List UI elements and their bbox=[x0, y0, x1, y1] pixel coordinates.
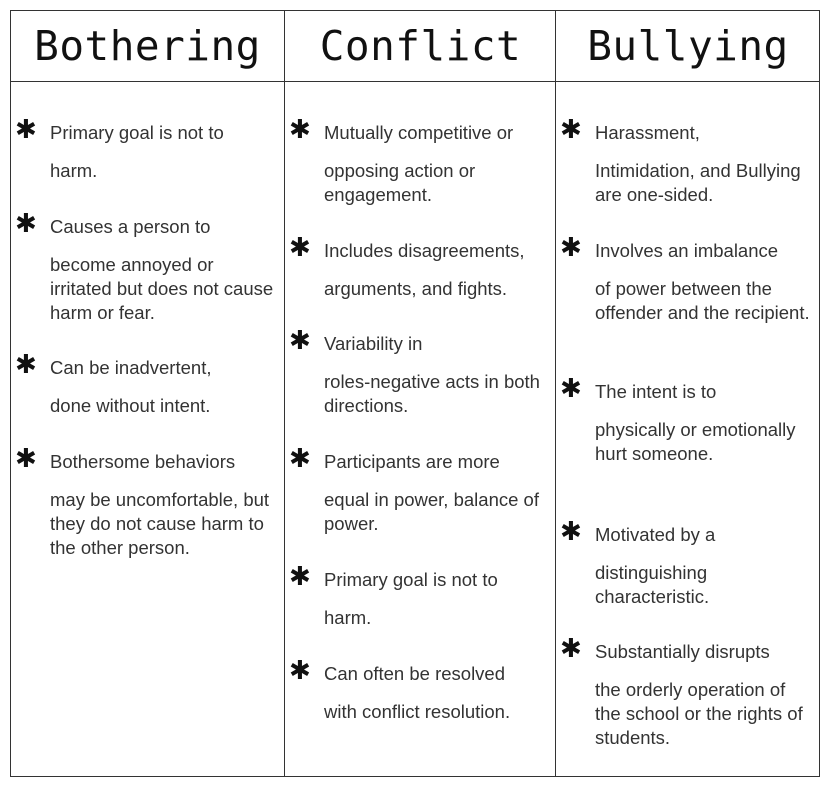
column-bothering bbox=[11, 11, 284, 776]
item-rest-text: equal in power, balance of power. bbox=[324, 489, 539, 534]
asterisk-icon: ✱ bbox=[560, 634, 582, 664]
item-rest-text: arguments, and fights. bbox=[324, 278, 508, 299]
item-rest-text: roles-negative acts in both directions. bbox=[324, 371, 540, 416]
asterisk-icon: ✱ bbox=[289, 562, 311, 592]
asterisk-icon: ✱ bbox=[560, 233, 582, 263]
asterisk-icon: ✱ bbox=[289, 326, 311, 356]
item-rest-text: physically or emotionally hurt someone. bbox=[595, 419, 796, 464]
asterisk-icon: ✱ bbox=[560, 115, 582, 145]
item-first-line: Participants are more bbox=[324, 451, 500, 472]
item-rest-text: harm. bbox=[324, 607, 372, 628]
comparison-table bbox=[10, 10, 820, 777]
column-title-conflict: Conflict bbox=[319, 22, 522, 70]
item-first-line: The intent is to bbox=[595, 381, 717, 402]
column-body-conflict bbox=[285, 83, 556, 776]
asterisk-icon: ✱ bbox=[15, 209, 37, 239]
item-rest-text: become annoyed or irritated but does not cause harm or fear. bbox=[50, 254, 274, 323]
item-rest-text: harm. bbox=[50, 160, 98, 181]
item-rest-text: of power between the offender and the recipient. bbox=[595, 278, 810, 323]
item-rest-text: Intimidation, and Bullying are one-sided. bbox=[595, 160, 801, 205]
item-first-line: Can be inadvertent, bbox=[50, 357, 212, 378]
column-title-bullying: Bullying bbox=[587, 22, 789, 70]
column-title-bothering: Bothering bbox=[34, 22, 261, 70]
item-rest-text: done without intent. bbox=[50, 395, 211, 416]
asterisk-icon: ✱ bbox=[15, 350, 37, 380]
item-first-line: Can often be resolved bbox=[324, 663, 506, 684]
asterisk-icon: ✱ bbox=[289, 444, 311, 474]
asterisk-icon: ✱ bbox=[560, 517, 582, 547]
column-body-bullying bbox=[556, 83, 820, 776]
asterisk-icon: ✱ bbox=[560, 374, 582, 404]
item-rest-text: distinguishing characteristic. bbox=[595, 562, 710, 607]
item-first-line: Bothersome behaviors bbox=[50, 451, 236, 472]
asterisk-icon: ✱ bbox=[15, 444, 37, 474]
item-first-line: Motivated by a bbox=[595, 524, 716, 545]
item-first-line: Harassment, bbox=[595, 122, 700, 143]
item-rest-text: opposing action or engagement. bbox=[324, 160, 476, 205]
asterisk-icon: ✱ bbox=[289, 656, 311, 686]
item-first-line: Primary goal is not to bbox=[50, 122, 224, 143]
item-first-line: Involves an imbalance bbox=[595, 240, 779, 261]
item-rest-text: the orderly operation of the school or the rights of students. bbox=[595, 679, 803, 748]
item-first-line: Variability in bbox=[324, 333, 423, 354]
item-first-line: Primary goal is not to bbox=[324, 569, 498, 590]
item-first-line: Includes disagreements, bbox=[324, 240, 525, 261]
asterisk-icon: ✱ bbox=[289, 115, 311, 145]
asterisk-icon: ✱ bbox=[15, 115, 37, 145]
item-first-line: Substantially disrupts bbox=[595, 641, 770, 662]
item-rest-text: may be uncomfortable, but they do not cause harm to the other person. bbox=[50, 489, 270, 558]
asterisk-icon: ✱ bbox=[289, 233, 311, 263]
item-rest-text: with conflict resolution. bbox=[324, 701, 511, 722]
column-conflict bbox=[284, 11, 556, 776]
item-first-line: Mutually competitive or bbox=[324, 122, 514, 143]
column-body-bothering bbox=[11, 83, 284, 776]
column-bullying bbox=[555, 11, 820, 776]
item-first-line: Causes a person to bbox=[50, 216, 211, 237]
